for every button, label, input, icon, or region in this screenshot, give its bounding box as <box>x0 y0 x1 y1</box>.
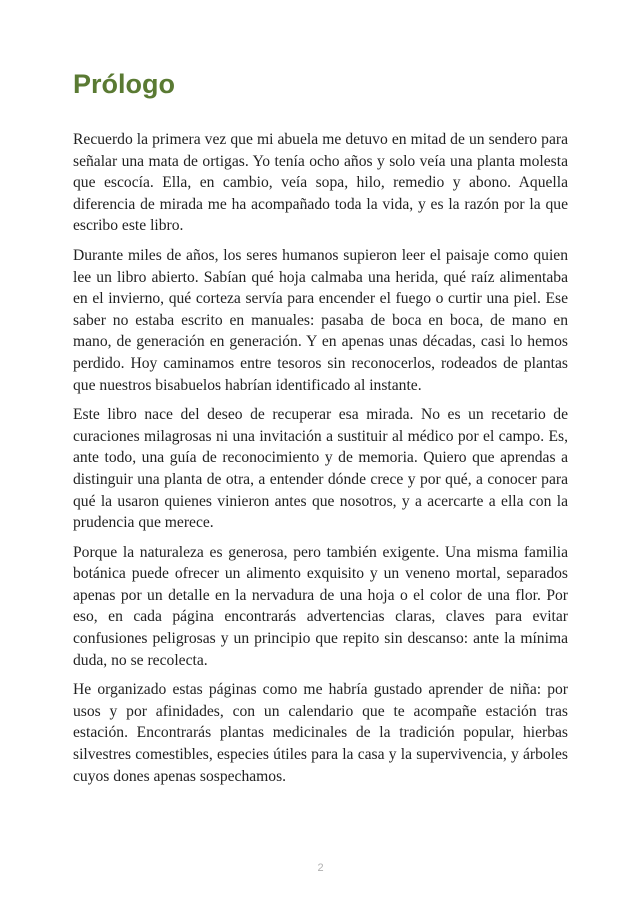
paragraph-2: Durante miles de años, los seres humanos supieron leer el paisaje como quien lee un libro abierto. Sabían qué hoja calmaba una herida, qué raíz alimentaba en el invierno, qué corteza servía para encender el fuego o curtir una piel. Ese saber no estaba escrito en manuales: pasaba de boca en boca, de mano en mano, de generación en generación. Y en apenas unas décadas, casi lo hemos perdido. Hoy caminamos entre tesoros sin reconocerlos, rodeados de plantas que nuestros bisabuelos habrían identificado al instante. <box>73 246 568 394</box>
page-number: 2 <box>317 862 324 874</box>
page-title: Prólogo <box>73 69 175 99</box>
paragraph-1: Recuerdo la primera vez que mi abuela me detuvo en mitad de un sendero para señalar una mata de ortigas. Yo tenía ocho años y solo veía una planta molesta que escocía. Ella, en cambio, veía sopa, hilo, remedio y abono. Aquella diferencia de mirada me ha acompañado toda la vida, y es la razón por la que escribo este libro. <box>73 131 568 235</box>
paragraph-3: Este libro nace del deseo de recuperar esa mirada. No es un recetario de curaciones milagrosas ni una invitación a sustituir al médico por el campo. Es, ante todo, una guía de reconocimiento y de memoria. Quiero que aprendas a distinguir una planta de otra, a entender dónde crece y por qué, a conocer para qué la usaron quienes vinieron antes que nosotros, y a acercarte a ella con la prudencia que merece. <box>73 406 568 532</box>
paragraph-5: He organizado estas páginas como me habría gustado aprender de niña: por usos y por afinidades, con un calendario que te acompañe estación tras estación. Encontrarás plantas medicinales de la tradición popular, hierbas silvestres comestibles, especies útiles para la casa y la supervivencia, y árboles cuyos dones apenas sospechamos. <box>73 681 568 785</box>
body-text <box>73 129 568 795</box>
paragraph-4: Porque la naturaleza es generosa, pero también exigente. Una misma familia botánica puede ofrecer un alimento exquisito y un veneno mortal, separados apenas por un detalle en la nervadura de una hoja o el color de una flor. Por eso, en cada página encontrarás advertencias claras, claves para evitar confusiones peligrosas y un principio que repito sin descanso: ante la mínima duda, no se recolecta. <box>73 543 568 669</box>
